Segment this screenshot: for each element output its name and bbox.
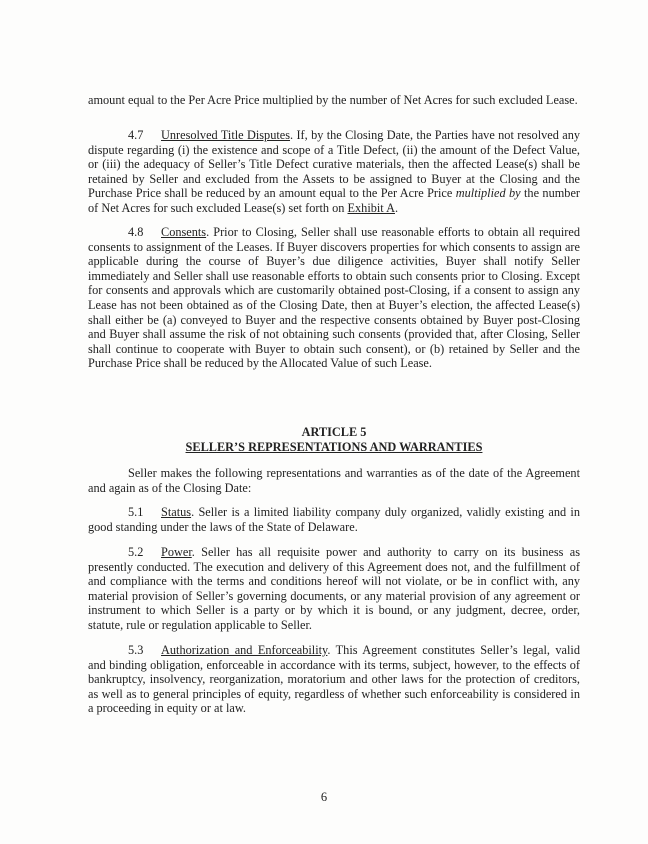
section-4-8 [88, 225, 580, 371]
section-text-continued: the number of Net Acres for such excluded Lease(s) set forth on [88, 186, 580, 215]
section-text: . Seller is a limited liability company duly organized, validly existing and in good standing under the laws of the State of Delaware. [88, 505, 580, 534]
page-number: 6 [320, 790, 328, 804]
section-title: Power [161, 545, 192, 559]
intro-text: Seller makes the following representations and warranties as of the date of the Agreement and again as of the Closing Date: [88, 466, 580, 495]
continuation-paragraph [88, 93, 580, 108]
section-italic-text: multiplied by [455, 186, 521, 201]
section-text-end: . [395, 200, 399, 215]
section-title: Unresolved Title Disputes [161, 128, 291, 142]
section-title: Authorization and Enforceability [161, 643, 328, 657]
section-5-1 [88, 505, 580, 534]
section-text: . Prior to Closing, Seller shall use reasonable efforts to obtain all required consents to assignment of the Leases. If Buyer discovers properties for which consents to assign are applicable during the course of Buyer’s due diligence activities, Buyer shall notify Seller immediately and Seller shall use reasonable efforts to obtain such consents prior to Closing. Except for consents and approvals which are customarily obtained post-Closing, if a consent to assign any Lease has not been obtained as of the Closing Date, then at Buyer’s election, the affected Lease(s) shall either be (a) conveyed to Buyer and the respective consents obtained by Buyer post-Closing and Buyer shall assume the risk of not obtaining such consents (provided that, after Closing, Seller shall continue to cooperate with Buyer to obtain such consent), or (b) retained by Seller and the Purchase Price shall be reduced by the Allocated Value of such Lease. [88, 225, 580, 371]
section-title: Consents [161, 225, 207, 239]
section-number: 5.1 [128, 505, 144, 519]
section-text: . This Agreement constitutes Seller’s legal, valid and binding obligation, enforceable in accordance with its terms, subject, however, to the effects of bankruptcy, insolvency, reorganization, moratorium and other laws for the protection of creditors, as well as to general principles of equity, regardless of whether such enforceability is considered in a proceeding in equity or at law. [88, 643, 580, 716]
article-title: SELLER’S REPRESENTATIONS AND WARRANTIES [185, 440, 483, 454]
section-4-7 [88, 128, 580, 216]
article-label: ARTICLE 5 [301, 425, 367, 439]
section-text: . Seller has all requisite power and authority to carry on its business as presently conducted. The execution and delivery of this Agreement does not, and the fulfillment of and compliance with the terms and conditions hereof will not violate, or be in conflict with, any material provision of Seller’s governing documents, or any material provision of any agreement or instrument to which Seller is a party or by which it is bound, or any judgment, decree, order, statute, rule or regulation applicable to Seller. [88, 545, 580, 632]
continuation-text: amount equal to the Per Acre Price multiplied by the number of Net Acres for such excluded Lease. [88, 93, 578, 107]
section-title: Status [161, 505, 192, 519]
section-number: 4.7 [128, 128, 144, 142]
article-intro [88, 466, 580, 495]
section-text: . If, by the Closing Date, the Parties have not resolved any dispute regarding (i) the existence and scope of a Title Defect, (ii) the amount of the Defect Value, or (iii) the adequacy of Seller’s Title Defect curative materials, then the affected Lease(s) shall be retained by Seller and excluded from the Assets to be assigned to Buyer at the Closing and the Purchase Price shall be reduced by an amount equal to the Per Acre Price [88, 128, 580, 201]
section-number: 5.3 [128, 643, 144, 657]
section-number: 4.8 [128, 225, 144, 239]
section-5-3 [88, 643, 580, 716]
exhibit-reference: Exhibit A [347, 200, 395, 215]
section-5-2 [88, 545, 580, 633]
section-number: 5.2 [128, 545, 144, 559]
